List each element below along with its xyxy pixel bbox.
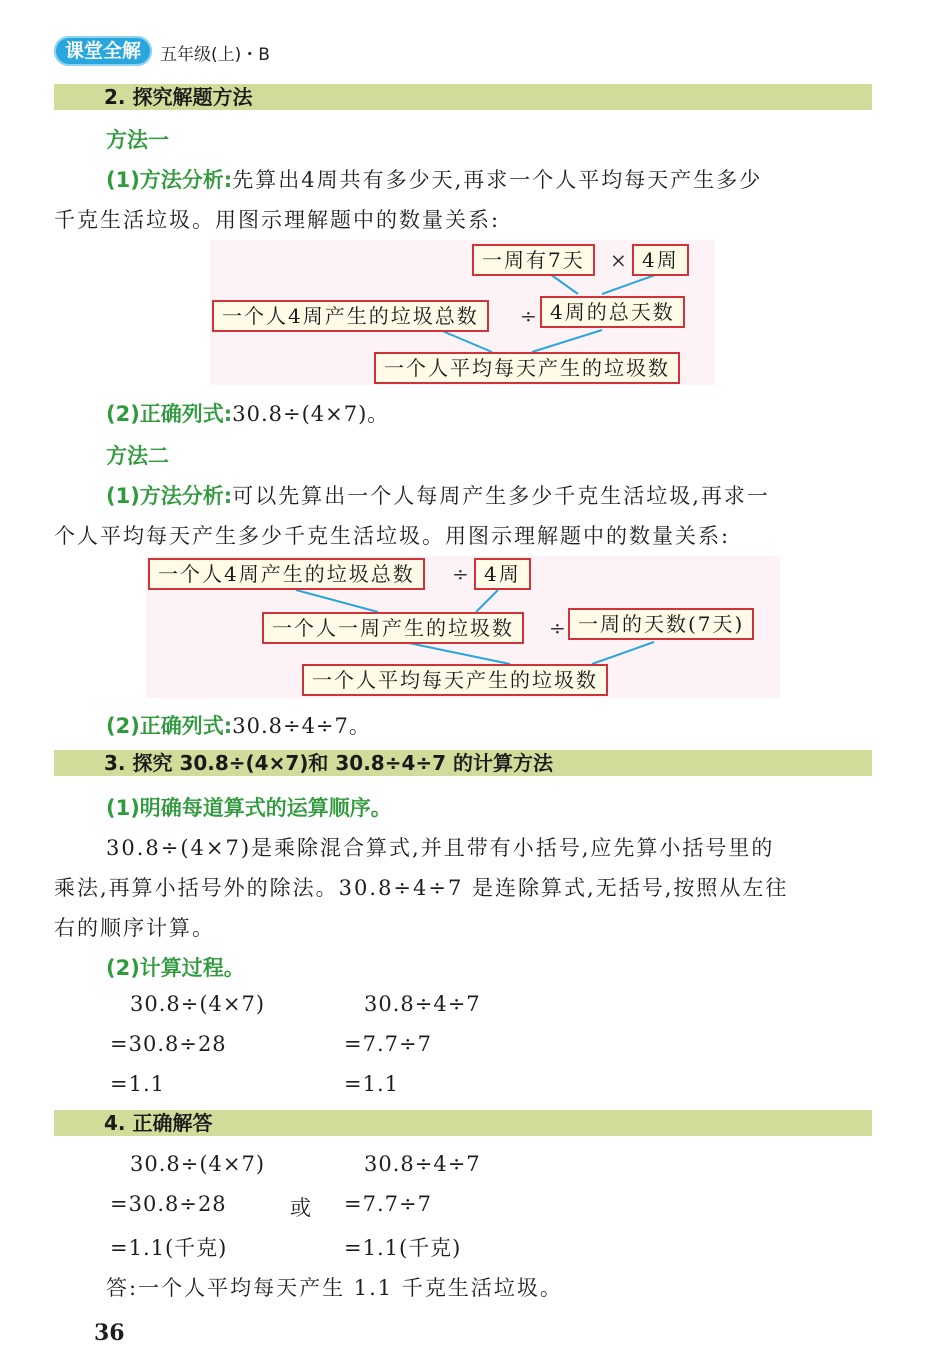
calc-left-line-3: =1.1 — [110, 1072, 165, 1096]
divide-sign: ÷ — [452, 562, 469, 586]
calc-right-line-3: =1.1 — [344, 1072, 399, 1096]
calc-left-line-1: 30.8÷(4×7) — [130, 992, 266, 1016]
box-weekly-amount: 一个人一周产生的垃圾数 — [262, 612, 524, 644]
box-daily-result: 一个人平均每天产生的垃圾数 — [302, 664, 608, 696]
book-logo: 课堂全解 — [54, 36, 152, 66]
method-2-analysis-line — [106, 480, 770, 510]
answer-right-line-2: =7.7÷7 — [344, 1192, 432, 1216]
order-text-2: 乘法,再算小括号外的除法。30.8÷4÷7 是连除算式,无括号,按照从左往 — [54, 876, 789, 900]
method-1-heading: 方法一 — [106, 128, 169, 152]
box-days-per-week: 一周的天数(7天) — [568, 608, 754, 640]
method-1-analysis-line — [106, 164, 762, 194]
answer-left-line-3: =1.1(千克) — [110, 1236, 228, 1260]
answer-left-line-1: 30.8÷(4×7) — [130, 1152, 266, 1176]
order-heading: (1)明确每道算式的运算顺序。 — [106, 796, 392, 820]
method-2-heading: 方法二 — [106, 444, 169, 468]
section-3-title: 3. 探究 30.8÷(4×7)和 30.8÷4÷7 的计算方法 — [104, 751, 554, 775]
method-1-formula: 30.8÷(4×7)。 — [232, 402, 390, 426]
section-2-title: 2. 探究解题方法 — [104, 85, 253, 109]
method-2-formula-line — [106, 710, 371, 740]
method-2-analysis-text: 可以先算出一个人每周产生多少千克生活垃圾,再求一 — [232, 484, 770, 508]
box-week-7-days: 一周有7天 — [472, 244, 595, 276]
calc-right-line-2: =7.7÷7 — [344, 1032, 432, 1056]
process-heading: (2)计算过程。 — [106, 956, 245, 980]
answer-right-line-1: 30.8÷4÷7 — [364, 1152, 481, 1176]
method-2-formula-label: (2)正确列式: — [106, 714, 233, 738]
or-word: 或 — [290, 1196, 312, 1220]
method-1-analysis-text: 先算出4周共有多少天,再求一个人平均每天产生多少 — [232, 168, 763, 192]
section-4-title: 4. 正确解答 — [104, 1111, 213, 1135]
answer-right-line-3: =1.1(千克) — [344, 1236, 462, 1260]
method-2-formula: 30.8÷4÷7。 — [232, 714, 371, 738]
divide-sign: ÷ — [549, 616, 566, 640]
method-1-analysis-label: (1)方法分析: — [106, 168, 233, 192]
method-2-analysis-label: (1)方法分析: — [106, 484, 233, 508]
method-1-diagram — [210, 240, 715, 385]
method-1-analysis-text-2: 千克生活垃圾。用图示理解题中的数量关系: — [54, 208, 501, 232]
box-daily-result: 一个人平均每天产生的垃圾数 — [374, 352, 680, 384]
order-text-1: 30.8÷(4×7)是乘除混合算式,并且带有小括号,应先算小括号里的 — [106, 836, 775, 860]
method-1-formula-label: (2)正确列式: — [106, 402, 233, 426]
calc-right-line-1: 30.8÷4÷7 — [364, 992, 481, 1016]
answer-left-line-2: =30.8÷28 — [110, 1192, 227, 1216]
box-4-weeks: 4周 — [474, 558, 531, 590]
method-2-analysis-text-2: 个人平均每天产生多少千克生活垃圾。用图示理解题中的数量关系: — [54, 524, 731, 548]
box-4-week-total: 一个人4周产生的垃圾总数 — [148, 558, 425, 590]
grade-label: 五年级(上)・B — [160, 45, 270, 65]
divide-sign: ÷ — [520, 304, 537, 328]
calc-left-line-2: =30.8÷28 — [110, 1032, 227, 1056]
order-text-3: 右的顺序计算。 — [54, 916, 215, 940]
times-sign: × — [610, 248, 627, 272]
method-2-diagram — [146, 556, 780, 698]
page-number: 36 — [94, 1320, 125, 1346]
box-4-week-total: 一个人4周产生的垃圾总数 — [212, 300, 489, 332]
method-1-formula-line — [106, 398, 389, 428]
box-4-weeks: 4周 — [632, 244, 689, 276]
final-answer: 答:一个人平均每天产生 1.1 千克生活垃圾。 — [106, 1276, 563, 1300]
box-total-days: 4周的总天数 — [540, 296, 685, 328]
